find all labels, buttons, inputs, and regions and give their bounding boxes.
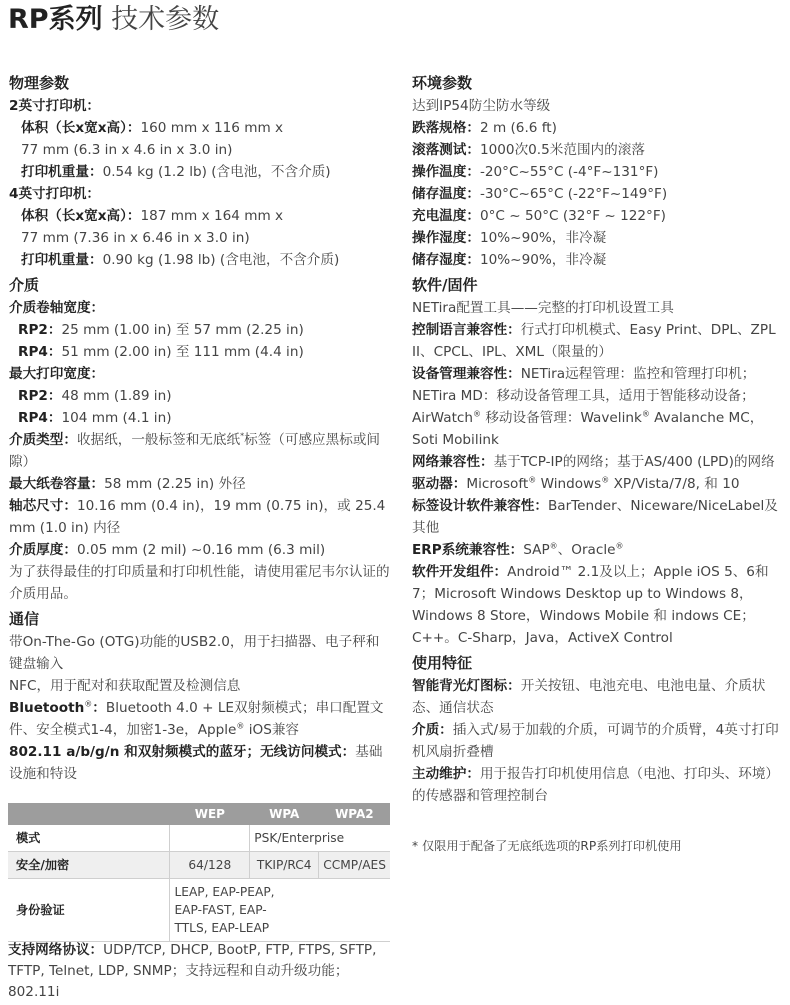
usage-heading: 使用特征	[412, 654, 473, 672]
erp-compat: ERP系统兼容性：SAP®、Oracle®	[412, 541, 624, 558]
network-protocols: 支持网络协议：UDP/TCP, DHCP, BootP, FTP, FTPS, SFTP, TFTP, Telnet, LDP, SNMP；支持远程和自动升级功能；802.11i	[8, 942, 377, 1000]
software-heading: 软件/固件	[412, 276, 478, 294]
right-column	[412, 72, 780, 807]
left-column	[9, 72, 391, 785]
table-header-cell: WEP	[170, 803, 250, 825]
physical-heading: 物理参数	[9, 74, 70, 92]
rp2-print-width: RP2：48 mm (1.89 in)	[18, 388, 172, 404]
rp4-print-width: RP4：104 mm (4.1 in)	[18, 410, 172, 426]
bluetooth-text: Bluetooth®：Bluetooth 4.0 + LE双射频模式；串口配置文件、安全模式1-4，加密1-3e，Apple® iOS兼容	[9, 699, 384, 738]
security-table	[8, 803, 390, 942]
core-width-label: 介质卷轴宽度：	[9, 300, 105, 316]
lang-compat: 控制语言兼容性：行式打印机模式、Easy Print、DPL、ZPL II、CPCL、IPL、XML（限量的）	[412, 322, 776, 360]
table-header-cell: WPA	[250, 803, 319, 825]
storage-temp: 储存温度：-30°C~65°C (-22°F~149°F)	[412, 186, 668, 202]
table-row	[8, 852, 390, 879]
footnote: * 仅限用于配备了无底纸选项的RP系列打印机使用	[412, 839, 682, 853]
table-cell	[170, 825, 250, 852]
table-cell: CCMP/AES	[319, 852, 390, 879]
p2-dimensions: 体积（长x宽x高）：160 mm x 116 mm x 77 mm (6.3 in x 4.6 in x 3.0 in)	[21, 120, 284, 158]
table-header-cell	[8, 803, 170, 825]
nfc-text: NFC，用于配对和获取配置及检测信息	[9, 678, 241, 694]
wifi-text: 802.11 a/b/g/n 和双射频模式的蓝牙；无线访问模式：基础设施和特设	[9, 744, 383, 782]
row-label: 身份验证	[8, 879, 170, 942]
p4-weight: 打印机重量：0.90 kg (1.98 lb) (含电池，不含介质)	[21, 252, 340, 268]
table-cell: 64/128	[170, 852, 250, 879]
media-heading: 介质	[9, 276, 40, 294]
network-compat: 网络兼容性：基于TCP-IP的网络；基于AS/400 (LPD)的网络	[412, 454, 775, 470]
table-row	[8, 825, 390, 852]
row-label: 模式	[8, 825, 170, 852]
table-header-cell: WPA2	[319, 803, 390, 825]
title-rest: 技术参数	[111, 4, 220, 35]
p4-dimensions: 体积（长x宽x高）：187 mm x 164 mm x 77 mm (7.36 in x 6.46 in x 3.0 in)	[21, 208, 284, 246]
core-size: 轴芯尺寸：10.16 mm (0.4 in)，19 mm (0.75 in)，或 25.4 mm (1.0 in) 内径	[9, 498, 386, 536]
usage-media: 介质：插入式/易于加载的介质，可调节的介质臂，4英寸打印机风扇折叠槽	[412, 722, 779, 760]
drivers: 驱动器：Microsoft® Windows® XP/Vista/7/8, 和 10	[412, 475, 740, 492]
media-thickness: 介质厚度：0.05 mm (2 mil) ~0.16 mm (6.3 mil)	[9, 542, 326, 558]
storage-humidity: 储存湿度：10%~90%，非冷凝	[412, 252, 607, 268]
led-icons: 智能背光灯图标：开关按钮、电池充电、电池电量、介质状态、通信状态	[412, 678, 766, 716]
max-print-label: 最大打印宽度：	[9, 366, 105, 382]
rp2-core-width: RP2：25 mm (1.00 in) 至 57 mm (2.25 in)	[18, 322, 304, 338]
row-label: 安全/加密	[8, 852, 170, 879]
roll-capacity: 最大纸卷容量：58 mm (2.25 in) 外径	[9, 476, 246, 492]
ip-rating: 达到IP54防尘防水等级	[412, 98, 551, 114]
comm-heading: 通信	[9, 610, 40, 628]
p4-heading: 4英寸打印机：	[9, 186, 101, 202]
table-cell: LEAP, EAP-PEAP, EAP-FAST, EAP-TTLS, EAP-LEAP	[170, 879, 390, 942]
op-temp: 操作温度：-20°C~55°C (-4°F~131°F)	[412, 164, 659, 180]
label-software: 标签设计软件兼容性：BarTender、Niceware/NiceLabel及其他	[412, 498, 778, 536]
title-bold: RP系列	[8, 4, 103, 35]
charge-temp: 充电温度：0°C ~ 50°C (32°F ~ 122°F)	[412, 208, 666, 224]
rp4-core-width: RP4：51 mm (2.00 in) 至 111 mm (4.4 in)	[18, 344, 304, 360]
device-mgmt: 设备管理兼容性：NETira远程管理：监控和管理打印机；NETira MD：移动设备管理工具，适用于智能移动设备；AirWatch® 移动设备管理：Wavelink® Avalanche MC，Soti Mobilink	[412, 366, 764, 448]
op-humidity: 操作湿度：10%~90%，非冷凝	[412, 230, 607, 246]
media-type: 介质类型：收据纸，一般标签和无底纸*标签（可感应黑标或间隙）	[9, 431, 381, 470]
netira-text: NETira配置工具——完整的打印机设置工具	[412, 300, 674, 316]
drop-spec: 跌落规格：2 m (6.6 ft)	[412, 120, 557, 136]
p2-heading: 2英寸打印机：	[9, 98, 101, 114]
env-heading: 环境参数	[412, 74, 473, 92]
table-cell: PSK/Enterprise	[250, 825, 390, 852]
tumble-spec: 滚落测试：1000次0.5米范围内的滚落	[412, 142, 645, 158]
p2-weight: 打印机重量：0.54 kg (1.2 lb) (含电池，不含介质)	[21, 164, 331, 180]
table-cell: TKIP/RC4	[250, 852, 319, 879]
maintenance: 主动维护：用于报告打印机使用信息（电池、打印头、环境）的传感器和管理控制台	[412, 766, 780, 804]
usb-text: 带On-The-Go (OTG)功能的USB2.0，用于扫描器、电子秤和键盘输入	[9, 634, 380, 672]
table-header-row	[8, 803, 390, 825]
sdk: 软件开发组件：Android™ 2.1及以上；Apple iOS 5、6和7；Microsoft Windows Desktop up to Windows 8，Windows 8 Store，Windows Mobile 和 indows CE；C++。C-Sharp，Java，ActiveX Control	[412, 564, 769, 646]
page-title	[8, 2, 219, 38]
media-note: 为了获得最佳的打印质量和打印机性能，请使用霍尼韦尔认证的介质用品。	[9, 564, 390, 602]
table-row	[8, 879, 390, 942]
